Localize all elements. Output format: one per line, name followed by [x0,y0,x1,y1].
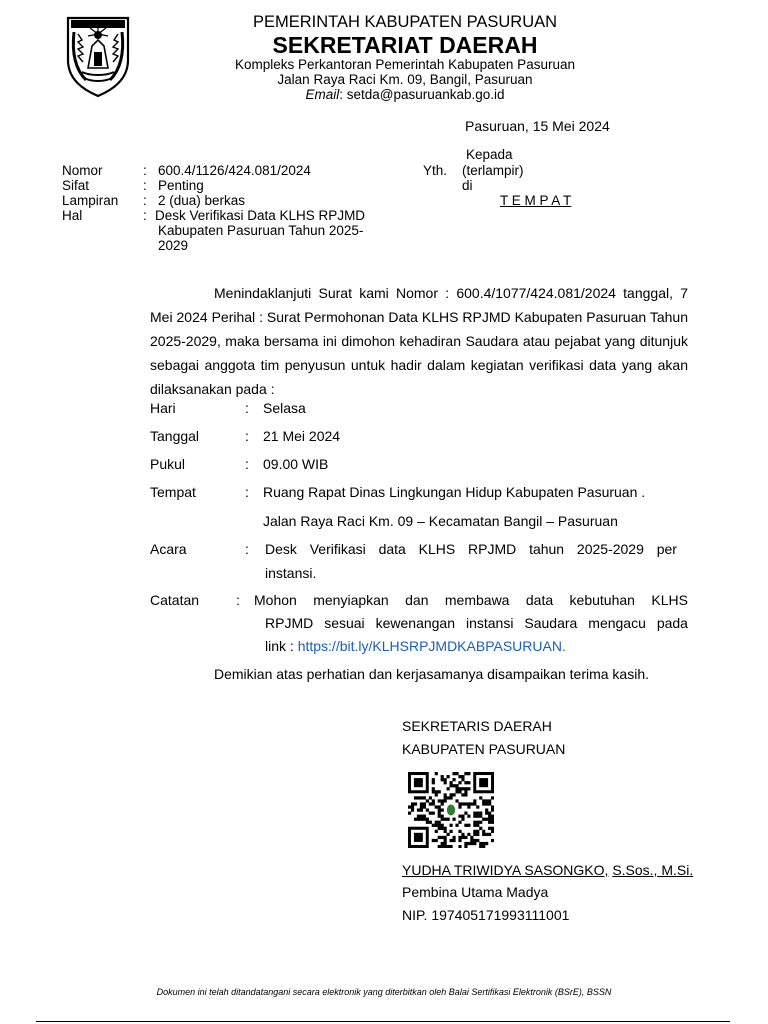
e-signature-disclaimer: Dokumen ini telah ditandatangani secara elektronik yang diterbitkan oleh Balai Sertifikasi Elektronik (BSrE), BSSN [156,987,612,997]
body-paragraph [150,281,688,401]
detail-sep: : [245,541,249,557]
recipient-di: di [462,178,473,193]
signatory-degree: S.Sos., M.Si. [612,862,694,878]
catatan-word: pada [656,615,688,631]
meta-value-sifat: Penting [158,178,204,193]
detail-value-hari: Selasa [263,400,306,416]
acara-word: data [378,541,406,557]
meta-value-nomor: 600.4/1126/424.081/2024 [158,163,311,178]
signatory-name-line [402,862,693,878]
meta-sep: : [143,163,147,178]
acara-word: KLHS [418,541,456,557]
detail-label-catatan: Catatan [150,592,200,608]
catatan-link-prefix: link : [265,638,294,654]
detail-value-tanggal: 21 Mei 2024 [263,428,341,444]
detail-value-catatan-line3 [265,638,566,654]
catatan-word: kebutuhan [569,592,635,608]
meta-label-nomor: Nomor [62,163,103,178]
catatan-word: KLHS [651,592,688,608]
office-name: SEKRETARIAT DAERAH [272,32,538,58]
detail-value-tempat-address: Jalan Raya Raci Km. 09 – Kecamatan Bangil – Pasuruan [263,513,618,529]
email-label: Email [305,87,340,102]
kabupaten-pasuruan-logo [64,14,132,98]
acara-word: Desk [265,541,297,557]
signature-title-2: KABUPATEN PASURUAN [402,741,566,757]
signatory-nip: NIP. 197405171993111001 [402,907,570,923]
detail-label-hari: Hari [150,400,176,416]
detail-value-tempat: Ruang Rapat Dinas Lingkungan Hidup Kabupaten Pasuruan . [263,484,646,500]
meta-value-lampiran: 2 (dua) berkas [158,193,246,208]
footer-divider [36,1021,730,1022]
recipient-terlampir: (terlampir) [462,163,524,178]
detail-label-pukul: Pukul [150,456,186,472]
meta-label-sifat: Sifat [62,178,90,193]
detail-value-acara-cont: instansi. [265,565,317,581]
office-address-1: Kompleks Perkantoran Pemerintah Kabupaten Pasuruan [235,57,575,72]
recipient-yth: Yth. [423,163,448,178]
signatory-name: YUDHA TRIWIDYA SASONGKO, [402,862,609,878]
recipient-kepada: Kepada [466,147,513,162]
acara-word: Verifikasi [309,541,366,557]
signature-qr-code [408,772,494,848]
catatan-word: menyiapkan [313,592,389,608]
meta-sep: : [143,193,147,208]
detail-value-acara [265,541,677,557]
detail-sep: : [236,592,240,608]
detail-label-tempat: Tempat [150,484,196,500]
government-name: PEMERINTAH KABUPATEN PASURUAN [252,13,558,31]
meta-label-lampiran: Lampiran [62,193,119,208]
catatan-word: sesuai [324,615,365,631]
recipient-tempat: T E M P A T [500,193,572,208]
closing-sentence: Demikian atas perhatian dan kerjasamanya disampaikan terima kasih. [214,666,649,682]
catatan-word: kewenangan [375,615,456,631]
catatan-word: dan [405,592,429,608]
office-address-2: Jalan Raya Raci Km. 09, Bangil, Pasuruan [277,72,533,87]
meta-sep: : [143,208,147,223]
detail-sep: : [245,456,249,472]
catatan-word: RPJMD [265,615,314,631]
detail-label-acara: Acara [150,541,187,557]
meta-label-hal: Hal [62,208,83,223]
email-value: : setda@pasuruankab.go.id [339,87,505,102]
detail-sep: : [245,428,249,444]
detail-value-pukul: 09.00 WIB [263,456,329,472]
catatan-word: Mohon [254,592,297,608]
data-request-link[interactable]: https://bit.ly/KLHSRPJMDKABPASURUAN. [297,638,566,654]
body-paragraph-text: Menindaklanjuti Surat kami Nomor : 600.4/1077/424.081/2024 tanggal, 7 Mei 2024 Perihal : Surat Permohonan Data KLHS RPJMD Kabupaten Pasuruan Tahun 2025-2029, maka bersama ini dimohon kehadiran Saudara atau pejabat yang ditunjuk sebagai anggota tim penyusun untuk hadir dalam kegiatan verifikasi data yang akan dilaksanakan pada : [150,285,688,397]
detail-sep: : [245,484,249,500]
catatan-word: instansi [465,615,514,631]
detail-sep: : [245,400,249,416]
catatan-word: data [525,592,554,608]
meta-value-hal-cont: 2029 [158,238,189,253]
acara-word: 2025-2029 [576,541,644,557]
catatan-word: mengacu [588,615,646,631]
meta-value-hal: Desk Verifikasi Data KLHS RPJMD [155,208,366,223]
letter-date: Pasuruan, 15 Mei 2024 [465,118,610,134]
office-email [195,87,615,103]
catatan-word: Saudara [524,615,578,631]
signature-title-1: SEKRETARIS DAERAH [402,718,552,734]
meta-value-hal-cont: Kabupaten Pasuruan Tahun 2025- [158,223,364,238]
detail-value-catatan-line1 [254,592,688,608]
acara-word: per [656,541,677,557]
detail-value-catatan-line2 [265,615,688,631]
meta-sep: : [143,178,147,193]
acara-word: RPJMD [468,541,517,557]
catatan-word: membawa [444,592,510,608]
acara-word: tahun [529,541,565,557]
detail-label-tanggal: Tanggal [150,428,200,444]
signatory-rank: Pembina Utama Madya [402,884,549,900]
